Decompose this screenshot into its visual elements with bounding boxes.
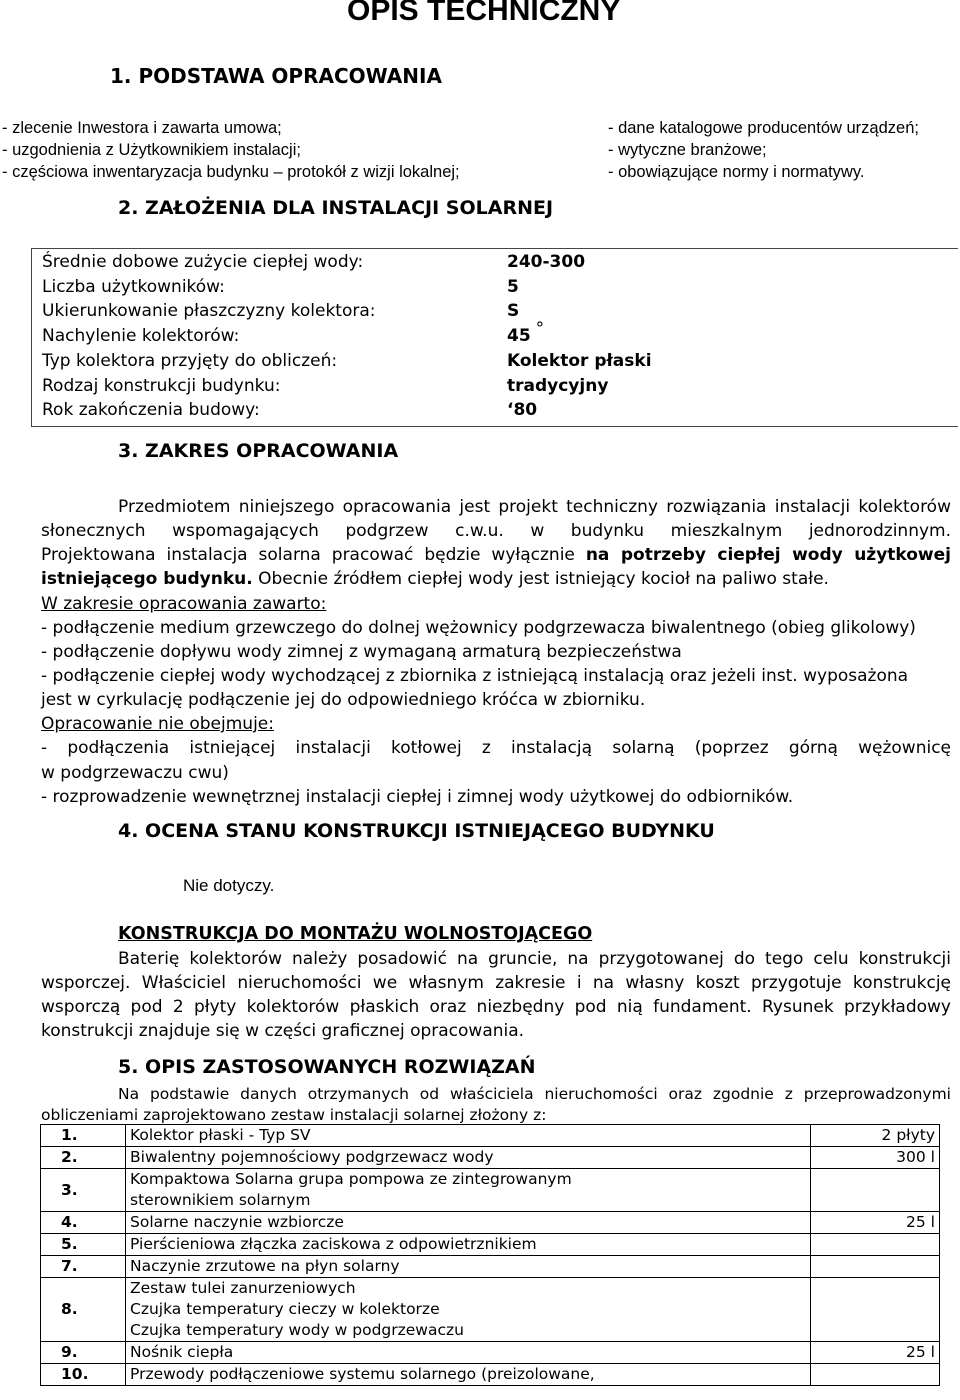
item-description: Biwalentny pojemnościowy podgrzewacz wody <box>126 1147 811 1169</box>
components-table <box>40 1124 940 1386</box>
table-row <box>41 1364 940 1386</box>
param-label: Ukierunkowanie płaszczyzny kolektora: <box>42 301 376 321</box>
item-number: 2. <box>41 1147 126 1169</box>
item-quantity <box>811 1169 940 1212</box>
param-value: 45 ° <box>507 319 545 346</box>
param-row <box>42 351 942 376</box>
item-quantity <box>811 1256 940 1278</box>
item-number: 4. <box>41 1212 126 1234</box>
basis-left-2: - uzgodnienia z Użytkownikiem instalacji; <box>2 141 301 159</box>
table-row <box>41 1256 940 1278</box>
param-row <box>42 301 942 326</box>
param-label: Rodzaj konstrukcji budynku: <box>42 376 281 396</box>
param-row <box>42 277 942 302</box>
basis-left-1: - zlecenie Inwestora i zawarta umowa; <box>2 119 282 137</box>
item-description: Solarne naczynie wzbiorcze <box>126 1212 811 1234</box>
item-number: 10. <box>41 1364 126 1386</box>
param-row <box>42 400 942 425</box>
not-applicable-text: Nie dotyczy. <box>183 876 275 895</box>
scope-line-4: istniejącego budynku. Obecnie źródłem ciepłej wody jest istniejący kocioł na paliwo stałe. <box>41 569 829 589</box>
scope-line-1: Przedmiotem niniejszego opracowania jest projekt techniczny rozwiązania instalacji kolektorów <box>118 497 951 517</box>
excluded-item-1-cont: w podgrzewaczu cwu) <box>41 763 229 783</box>
freestanding-line-1: Baterię kolektorów należy posadowić na gruncie, na przygotowanej do tego celu konstrukcji <box>118 949 951 969</box>
item-description: Zestaw tulei zanurzeniowych Czujka temperatury cieczy w kolektorze Czujka temperatury wody w podgrzewaczu <box>126 1278 811 1342</box>
param-label: Nachylenie kolektorów: <box>42 326 240 346</box>
table-row <box>41 1234 940 1256</box>
section-4-heading: 4. OCENA STANU KONSTRUKCJI ISTNIEJĄCEGO BUDYNKU <box>118 820 715 842</box>
page-title: OPIS TECHNICZNY <box>347 0 621 27</box>
item-number: 3. <box>41 1169 126 1212</box>
basis-right-1: - dane katalogowe producentów urządzeń; <box>608 119 919 137</box>
included-item-1: - podłączenie medium grzewczego do dolnej wężownicy podgrzewacza biwalentnego (obieg glikolowy) <box>41 618 916 638</box>
param-row <box>42 319 942 351</box>
item-number: 7. <box>41 1256 126 1278</box>
excluded-item-2: - rozprowadzenie wewnętrznej instalacji ciepłej i zimnej wody użytkowej do odbiorników. <box>41 787 794 807</box>
param-label: Typ kolektora przyjęty do obliczeń: <box>42 351 338 371</box>
solutions-intro-2: obliczeniami zaprojektowano zestaw instalacji solarnej złożony z: <box>41 1106 547 1124</box>
scope-line-2: słonecznych wspomagających podgrzew c.w.u. w budynku mieszkalnym jednorodzinnym. <box>41 521 951 541</box>
param-label: Średnie dobowe zużycie ciepłej wody: <box>42 252 364 272</box>
item-quantity <box>811 1364 940 1386</box>
section-2-heading: 2. ZAŁOŻENIA DLA INSTALACJI SOLARNEJ <box>118 197 554 219</box>
item-quantity <box>811 1278 940 1342</box>
param-label: Liczba użytkowników: <box>42 277 225 297</box>
freestanding-line-3: wsporczą pod 2 płyty kolektorów płaskich oraz niezbędny pod nią fundament. Rysunek przykładowy <box>41 997 951 1017</box>
param-value: S <box>507 301 520 321</box>
section-5-heading: 5. OPIS ZASTOSOWANYCH ROZWIĄZAŃ <box>118 1056 536 1078</box>
section-3-heading: 3. ZAKRES OPRACOWANIA <box>118 440 399 462</box>
param-value: tradycyjny <box>507 376 609 396</box>
item-number: 8. <box>41 1278 126 1342</box>
item-quantity: 2 płyty <box>811 1125 940 1147</box>
item-quantity: 25 l <box>811 1342 940 1364</box>
section-1-heading: 1. PODSTAWA OPRACOWANIA <box>110 64 442 88</box>
solutions-intro-1: Na podstawie danych otrzymanych od właściciela nieruchomości oraz zgodnie z przeprowadzonymi <box>118 1085 951 1103</box>
basis-right-2: - wytyczne branżowe; <box>608 141 767 159</box>
param-value: Kolektor płaski <box>507 351 652 371</box>
table-row <box>41 1278 940 1342</box>
param-value: ‘80 <box>507 400 538 420</box>
excluded-heading: Opracowanie nie obejmuje: <box>41 714 274 734</box>
item-quantity: 25 l <box>811 1212 940 1234</box>
item-number: 9. <box>41 1342 126 1364</box>
item-quantity: 300 l <box>811 1147 940 1169</box>
item-number: 1. <box>41 1125 126 1147</box>
item-description: Nośnik ciepła <box>126 1342 811 1364</box>
param-label: Rok zakończenia budowy: <box>42 400 260 420</box>
included-heading: W zakresie opracowania zawarto: <box>41 594 327 614</box>
param-value: 240-300 <box>507 252 586 272</box>
excluded-item-1: - podłączenia istniejącej instalacji kotłowej z instalacją solarną (poprzez górną wężownicę <box>41 738 951 758</box>
item-description: Przewody podłączeniowe systemu solarnego (preizolowane, <box>126 1364 811 1386</box>
freestanding-line-4: konstrukcji znajduje się w części graficznej opracowania. <box>41 1021 525 1041</box>
included-item-3: - podłączenie ciepłej wody wychodzącej z zbiornika z istniejącą instalacją oraz jeżeli inst. wyposażona <box>41 666 909 686</box>
param-row <box>42 376 942 401</box>
item-description: Kolektor płaski - Typ SV <box>126 1125 811 1147</box>
param-value: 5 <box>507 277 519 297</box>
item-description: Kompaktowa Solarna grupa pompowa ze zintegrowanym sterownikiem solarnym <box>126 1169 811 1212</box>
included-item-2: - podłączenie dopływu wody zimnej z wymaganą armaturą bezpieczeństwa <box>41 642 682 662</box>
table-row <box>41 1125 940 1147</box>
included-item-3-cont: jest w cyrkulację podłączenie jej do odpowiedniego króćca w zbiorniku. <box>41 690 646 710</box>
parameters-box <box>31 248 958 427</box>
table-row <box>41 1169 940 1212</box>
item-description: Pierścieniowa złączka zaciskowa z odpowietrznikiem <box>126 1234 811 1256</box>
item-description: Naczynie zrzutowe na płyn solarny <box>126 1256 811 1278</box>
table-row <box>41 1342 940 1364</box>
scope-line-3: Projektowana instalacja solarna pracować będzie wyłącznie na potrzeby ciepłej wody użytkowej <box>41 545 951 565</box>
table-row <box>41 1147 940 1169</box>
item-quantity <box>811 1234 940 1256</box>
freestanding-heading: KONSTRUKCJA DO MONTAŻU WOLNOSTOJĄCEGO <box>118 924 593 944</box>
table-row <box>41 1212 940 1234</box>
basis-right-3: - obowiązujące normy i normatywy. <box>608 163 865 181</box>
item-number: 5. <box>41 1234 126 1256</box>
param-row <box>42 252 942 277</box>
freestanding-line-2: wsporczej. Właściciel nieruchomości we własnym zakresie i na własny koszt przygotuje konstrukcję <box>41 973 951 993</box>
basis-left-3: - częściowa inwentaryzacja budynku – protokół z wizji lokalnej; <box>2 163 460 181</box>
